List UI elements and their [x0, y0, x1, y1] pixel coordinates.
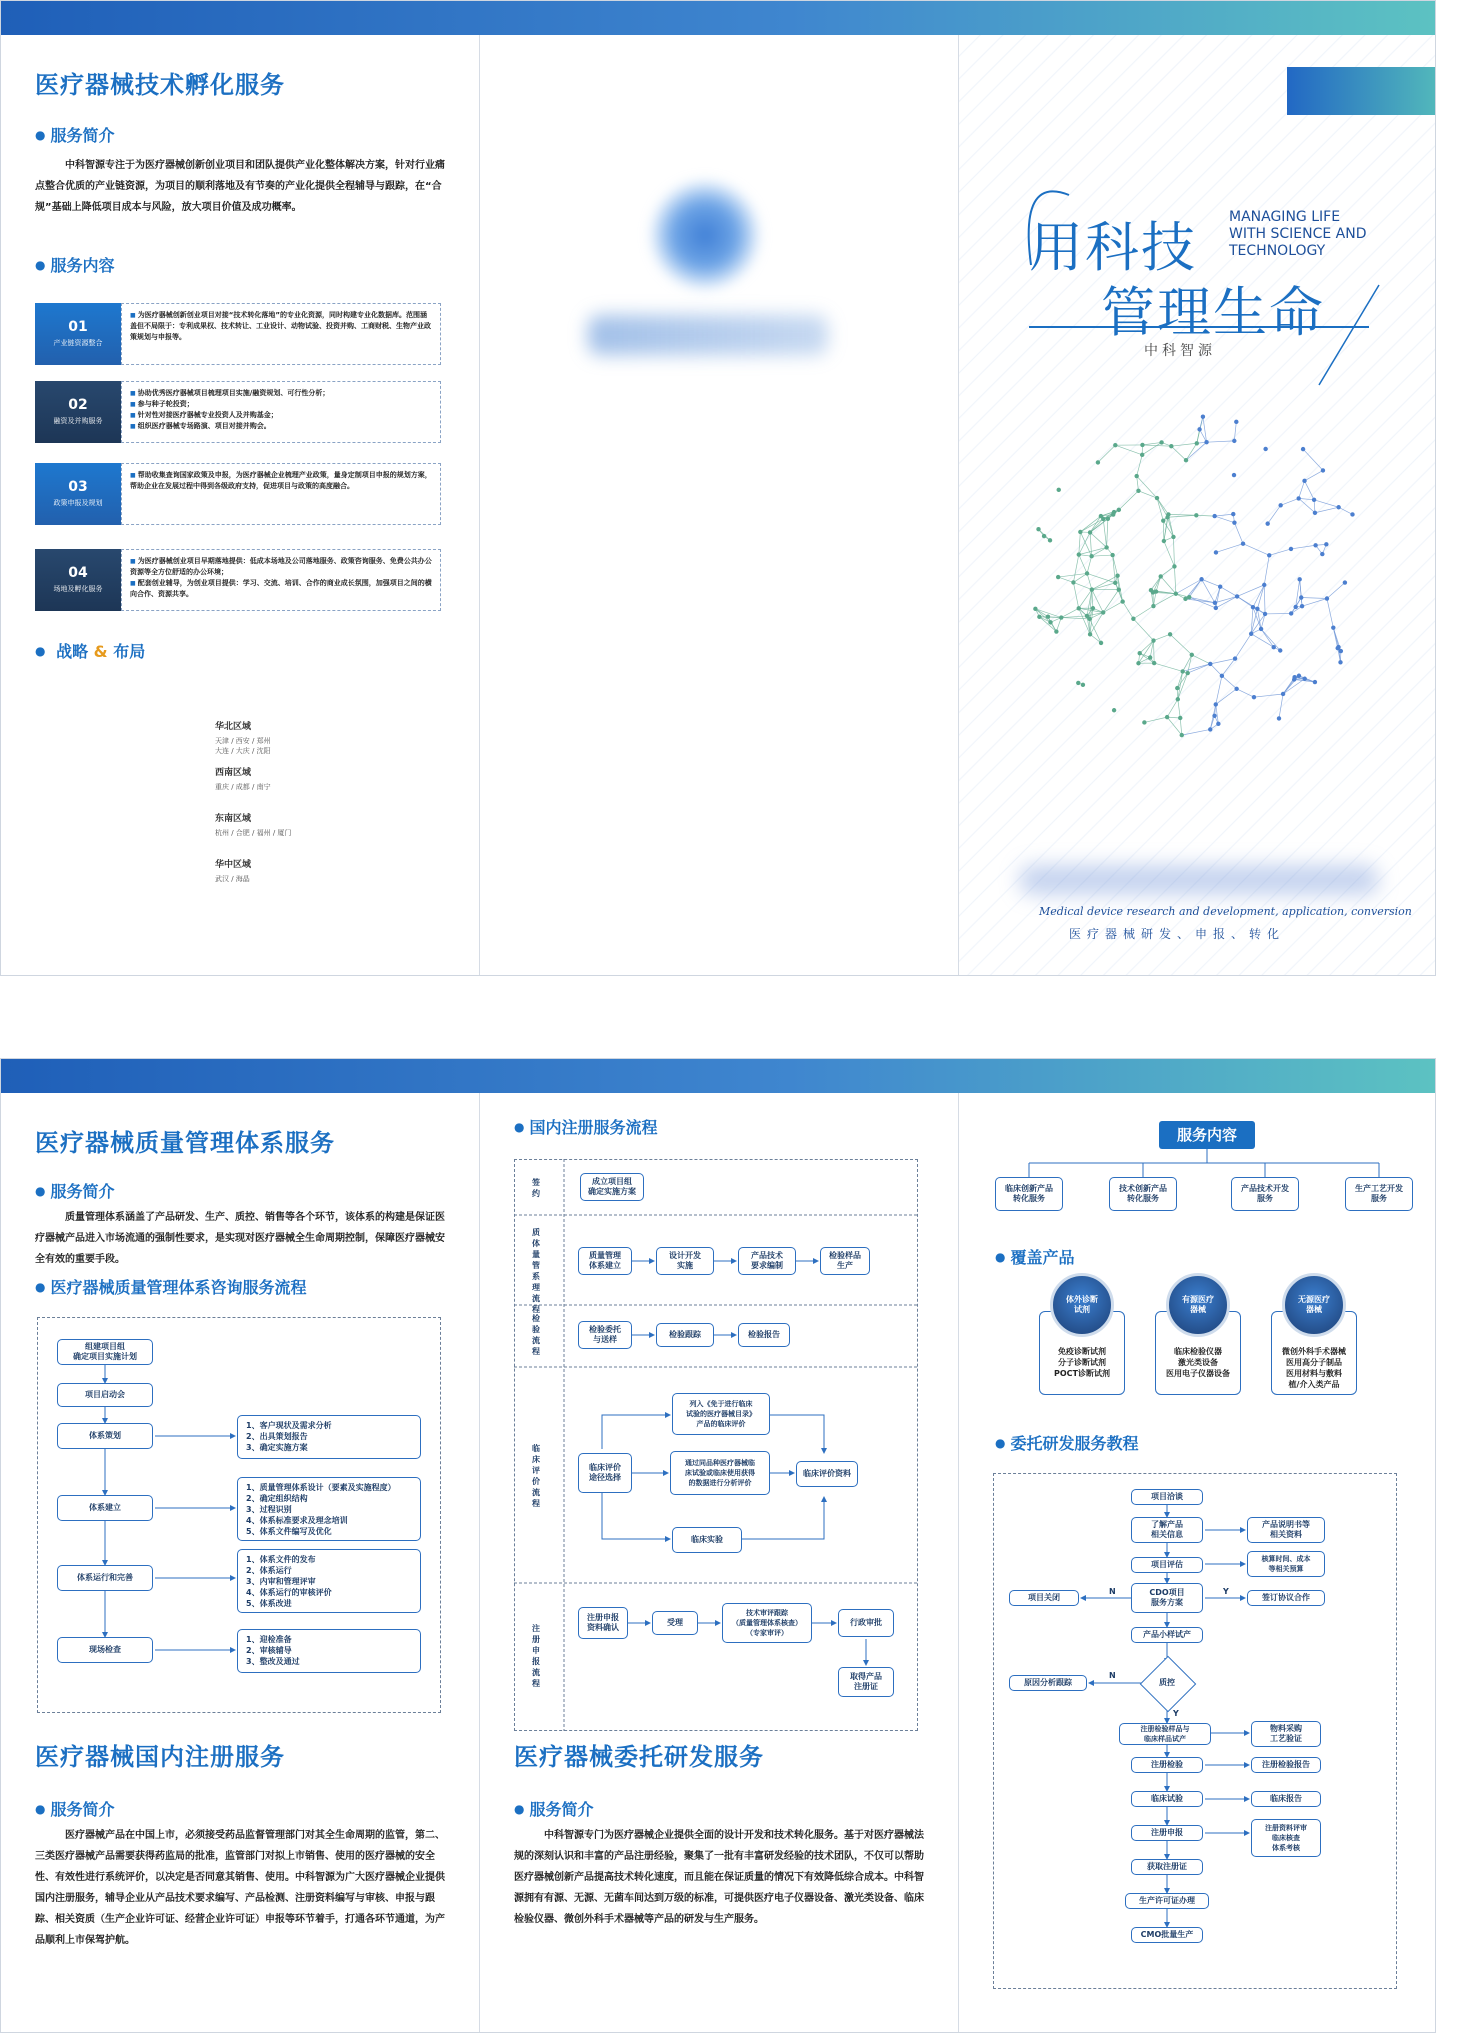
qms-intro-text: 质量管理体系涵盖了产品研发、生产、质控、销售等各个环节，该体系的构建是保证医疗器械产品进入市场流通的强制性要求，是实现对医疗器械全生命周期控制，保障医疗器械安全有效的重要手段。 — [35, 1212, 445, 1265]
phase-sign: 签约 — [532, 1178, 540, 1198]
slogan-line-2: 管理生命 — [1101, 281, 1325, 344]
no-label-close: N — [1109, 1587, 1116, 1596]
filing-box-5: 取得产品 注册证 — [838, 1667, 894, 1697]
filing-box-3: 技术审评跟踪 （质量管理体系核查） （专家审评） — [722, 1603, 812, 1643]
region-north: 华北区域 天津 / 西安 / 郑州 大连 / 大庆 / 沈阳 — [215, 722, 271, 755]
clinical-analysis-box: 通过同品种医疗器械临 床试验或临床使用获得 的数据进行分析评价 — [670, 1451, 770, 1495]
panel-incubation — [1, 35, 479, 975]
no-label-qc: N — [1109, 1671, 1116, 1680]
service-content-header: 服务内容 — [1159, 1121, 1255, 1149]
qms-step-establish: 体系建立 — [57, 1495, 153, 1521]
coverage-heading: ● 覆盖产品 — [995, 1245, 1075, 1268]
slogan-english: MANAGING LIFE WITH SCIENCE AND TECHNOLOGY — [1229, 209, 1367, 259]
cro-side-docs: 产品说明书等 相关资料 — [1247, 1517, 1325, 1543]
filing-box-2: 受理 — [652, 1611, 698, 1635]
phase-clinical: 临床评价流程 — [532, 1444, 540, 1508]
blurred-brand-strip — [1019, 865, 1379, 895]
cro-side-budget: 核算时间、成本 等相关预算 — [1247, 1551, 1325, 1577]
qms-list-operate: 1、体系文件的发布 2、体系运行 3、内审和管理评审 4、体系运行的审核评价 5、体系改进 — [237, 1549, 421, 1613]
panel-qms-registration — [1, 1093, 479, 2032]
slogan-line-1: 用科技 — [1029, 216, 1197, 279]
qc-decision-label: 质控 — [1159, 1678, 1175, 1687]
cro-step-13: CMO批量生产 — [1131, 1927, 1203, 1943]
clinical-exempt-box: 列入《免于进行临床 试验的医疗器械目录》 产品的临床评价 — [672, 1393, 770, 1435]
cover-tagline-chinese: 医疗器械研发、申报、转化 — [1069, 927, 1286, 941]
cro-side-material: 物料采购 工艺验证 — [1251, 1721, 1321, 1747]
qms-box-3: 产品技术 要求编制 — [738, 1247, 796, 1275]
qms-box-1: 质量管理 体系建立 — [578, 1247, 632, 1275]
panel-back-cover — [479, 35, 957, 975]
coverage-active-icon: 有源医疗 器械 — [1166, 1273, 1230, 1337]
phase-testing: 检验流程 — [532, 1314, 540, 1356]
cro-intro-text: 中科智源专门为医疗器械企业提供全面的设计开发和技术转化服务。基于对医疗器械法规的深刻认识和丰富的产品注册经验，聚集了一批有丰富研发经验的技术团队，不仅可以帮助医疗器械创新产品提高技术转化速度，而且能在保证质量的情况下有效降低综合成本。中科智源拥有有源、无源、无菌车间达到万级的标准，可提供医疗电子仪器设备、激光类设备、临床检验仪器、微创外科手术器械等产品的研发与生产服务。 — [514, 1830, 924, 1925]
brochure-sheet-inner — [0, 1058, 1436, 2033]
cro-step-5: 产品小样试产 — [1131, 1627, 1203, 1643]
registration-flow-heading: ● 国内注册服务流程 — [514, 1115, 658, 1138]
registration-title: 医疗器械国内注册服务 — [35, 1743, 285, 1771]
qms-box-4: 检验样品 生产 — [820, 1247, 870, 1275]
region-southeast: 东南区域 杭州 / 合肥 / 福州 / 厦门 — [215, 814, 292, 837]
service-description: ■ 为医疗器械创业项目早期落地提供：低成本场地及公司落地服务、政策咨询服务、免费公共办公资源等全方位舒适的办公环境； ■ 配套创业辅导，为创业项目提供：学习、交流、培训、合作的商业成长氛围，加强项目之间的横向合作、资源共享。 — [121, 549, 441, 611]
brand-name: 中科智源 — [1144, 343, 1216, 359]
service-number-box: 01 产业链资源整合 — [35, 303, 121, 365]
brochure-sheet-outer — [0, 0, 1436, 976]
incubation-content-heading: ● 服务内容 — [35, 253, 115, 276]
top-gradient-bar — [1, 1059, 1435, 1093]
blurred-logo-text — [588, 315, 828, 355]
test-box-2: 检验跟踪 — [656, 1323, 714, 1347]
qms-list-planning: 1、客户现状及需求分析 2、出具策划报告 3、确定实施方案 — [237, 1415, 421, 1459]
cro-title: 医疗器械委托研发服务 — [514, 1743, 764, 1771]
qms-step-kickoff: 项目启动会 — [57, 1383, 153, 1407]
panel-services-coverage — [958, 1093, 1436, 2032]
qms-box-2: 设计开发 实施 — [656, 1247, 714, 1275]
incubation-intro-heading: ● 服务简介 — [35, 123, 115, 146]
cro-side-review: 注册资料评审 临床核查 体系考核 — [1251, 1819, 1321, 1857]
panel-cover — [958, 35, 1436, 975]
cro-step-4: CDO项目 服务方案 — [1131, 1583, 1203, 1613]
service-row-02 — [35, 381, 441, 443]
region-southwest: 西南区域 重庆 / 成都 / 南宁 — [215, 768, 271, 791]
cro-step-9: 临床试验 — [1131, 1791, 1203, 1807]
incubation-intro-text: 中科智源专注于为医疗器械创新创业项目和团队提供产业化整体解决方案，针对行业痛点整合优质的产业链资源，为项目的顺利落地及有节奏的产业化提供全程辅导与跟踪，在“合规”基础上降低项目成本与风险，放大项目价值及成功概率。 — [35, 160, 445, 213]
filing-box-1: 注册申报 资料确认 — [578, 1607, 628, 1639]
service-number-box: 04 场地及孵化服务 — [35, 549, 121, 611]
service-description: ■ 协助优秀医疗器械项目梳理项目实施/融资规划、可行性分析； ■ 参与种子轮投资； ■ 针对性对接医疗器械专业投资人及并购基金； ■ 组织医疗器械专场路演、项目对接并购会。 — [121, 381, 441, 443]
yes-label-agree: Y — [1223, 1587, 1229, 1596]
service-item-dev: 产品技术开发 服务 — [1231, 1177, 1299, 1211]
qms-step-inspection: 现场检查 — [57, 1637, 153, 1663]
coverage-ivd: 免疫诊断试剂 分子诊断试剂 POCT诊断试剂 — [1039, 1311, 1125, 1395]
cro-step-12: 生产许可证办理 — [1125, 1893, 1209, 1909]
cro-step-1: 项目洽谈 — [1131, 1489, 1203, 1505]
cro-step-8: 注册检验 — [1131, 1757, 1203, 1773]
clinical-trial-box: 临床实验 — [672, 1527, 742, 1553]
incubation-title: 医疗器械技术孵化服务 — [35, 71, 285, 99]
service-item-process: 生产工艺开发 服务 — [1345, 1177, 1413, 1211]
strategy-heading: ● 战略 & 布局 — [35, 639, 145, 662]
panel-registration-flow — [479, 1093, 957, 2032]
qms-step-operate: 体系运行和完善 — [57, 1565, 153, 1591]
coverage-passive-icon: 无源医疗 器械 — [1282, 1273, 1346, 1337]
filing-box-4: 行政审批 — [838, 1609, 894, 1637]
cro-step-10: 注册申报 — [1131, 1825, 1203, 1841]
cro-cause-analysis: 原因分析跟踪 — [1009, 1675, 1087, 1691]
registration-intro-text: 医疗器械产品在中国上市，必须接受药品监督管理部门对其全生命周期的监管，第二、三类医疗器械产品需要获得药监局的批准，监管部门对拟上市销售、使用的医疗器械的安全性、有效性进行系统评价，以决定是否同意其销售、使用。中科智源为广大医疗器械企业提供国内注册服务，辅导企业从产品技术要求编写、产品检测、注册资料编写与审核、申报与跟踪、相关资质（生产企业许可证、经营企业许可证）申报等环节着手，打通各环节通道，为产品顺利上市保驾护航。 — [35, 1830, 445, 1946]
service-row-04 — [35, 549, 441, 611]
cro-side-close: 项目关闭 — [1009, 1590, 1079, 1606]
service-description: ■ 为医疗器械创新创业项目对接“技术转化落地”的专业化资源，同时构建专业化数据库。范围涵盖但不局限于：专利成果权、技术转让、工业设计、动物试验、投资并购、工商财税、生物产业政策规划与申报等。 — [121, 303, 441, 365]
sign-box: 成立项目组 确定实施方案 — [580, 1173, 644, 1201]
service-item-tech: 技术创新产品 转化服务 — [1109, 1177, 1177, 1211]
qms-step-team: 组建项目组 确定项目实施计划 — [57, 1339, 153, 1365]
cro-flow-heading: ● 委托研发服务教程 — [995, 1431, 1139, 1454]
qms-intro-heading: ● 服务简介 — [35, 1179, 115, 1202]
phase-qms: 质体量管系理流程 — [532, 1228, 540, 1314]
service-number-box: 03 政策申报及规划 — [35, 463, 121, 525]
qms-title: 医疗器械质量管理体系服务 — [35, 1129, 335, 1157]
service-row-03 — [35, 463, 441, 525]
registration-intro-heading: ● 服务简介 — [35, 1797, 115, 1820]
qms-step-planning: 体系策划 — [57, 1423, 153, 1449]
qms-list-establish: 1、质量管理体系设计（要素及实施程度） 2、确定组织结构 3、过程识别 4、体系标准要求及理念培训 5、体系文件编写及优化 — [237, 1477, 421, 1541]
qms-flow-heading: ● 医疗器械质量管理体系咨询服务流程 — [35, 1275, 307, 1298]
cro-step-7: 注册检验样品与 临床样品试产 — [1119, 1723, 1211, 1745]
clinical-path-box: 临床评价 途径选择 — [578, 1453, 632, 1493]
service-item-clinical: 临床创新产品 转化服务 — [995, 1177, 1063, 1211]
coverage-active: 临床检验仪器 激光类设备 医用电子仪器设备 — [1155, 1311, 1241, 1395]
clinical-data-box: 临床评价资料 — [796, 1461, 858, 1487]
cro-side-clinical-report: 临床报告 — [1251, 1791, 1321, 1807]
phase-filing: 注册申报流程 — [532, 1624, 540, 1688]
service-description: ■ 帮助收集查询国家政策及申报，为医疗器械企业梳理产业政策，量身定制项目申报的规划方案，帮助企业在发展过程中得到各级政府支持，促进项目与政策的高度融合。 — [121, 463, 441, 525]
cro-step-2: 了解产品 相关信息 — [1131, 1517, 1203, 1543]
cro-intro-heading: ● 服务简介 — [514, 1797, 594, 1820]
coverage-ivd-icon: 体外诊断 试剂 — [1050, 1273, 1114, 1337]
cro-step-11: 获取注册证 — [1131, 1859, 1203, 1875]
top-gradient-bar — [1, 1, 1435, 35]
network-sphere-icon — [959, 35, 1436, 975]
cro-side-agreement: 签订协议合作 — [1247, 1590, 1325, 1606]
service-row-01 — [35, 303, 441, 365]
cro-side-test-report: 注册检验报告 — [1251, 1757, 1321, 1773]
yes-label-qc: Y — [1173, 1709, 1179, 1718]
cro-step-3: 项目评估 — [1131, 1557, 1203, 1573]
blurred-logo-icon — [650, 180, 760, 290]
test-box-3: 检验报告 — [738, 1323, 790, 1347]
coverage-passive: 微创外科手术器械 医用高分子制品 医用材料与敷料 植/介入类产品 — [1271, 1311, 1357, 1395]
cover-tagline-english: Medical device research and development, application, conversion — [1039, 905, 1412, 918]
service-number-box: 02 融资及并购服务 — [35, 381, 121, 443]
region-central: 华中区域 武汉 / 海晶 — [215, 860, 252, 883]
qms-list-inspection: 1、迎检准备 2、审核辅导 3、整改及通过 — [237, 1629, 421, 1673]
test-box-1: 检验委托 与送样 — [578, 1321, 632, 1349]
